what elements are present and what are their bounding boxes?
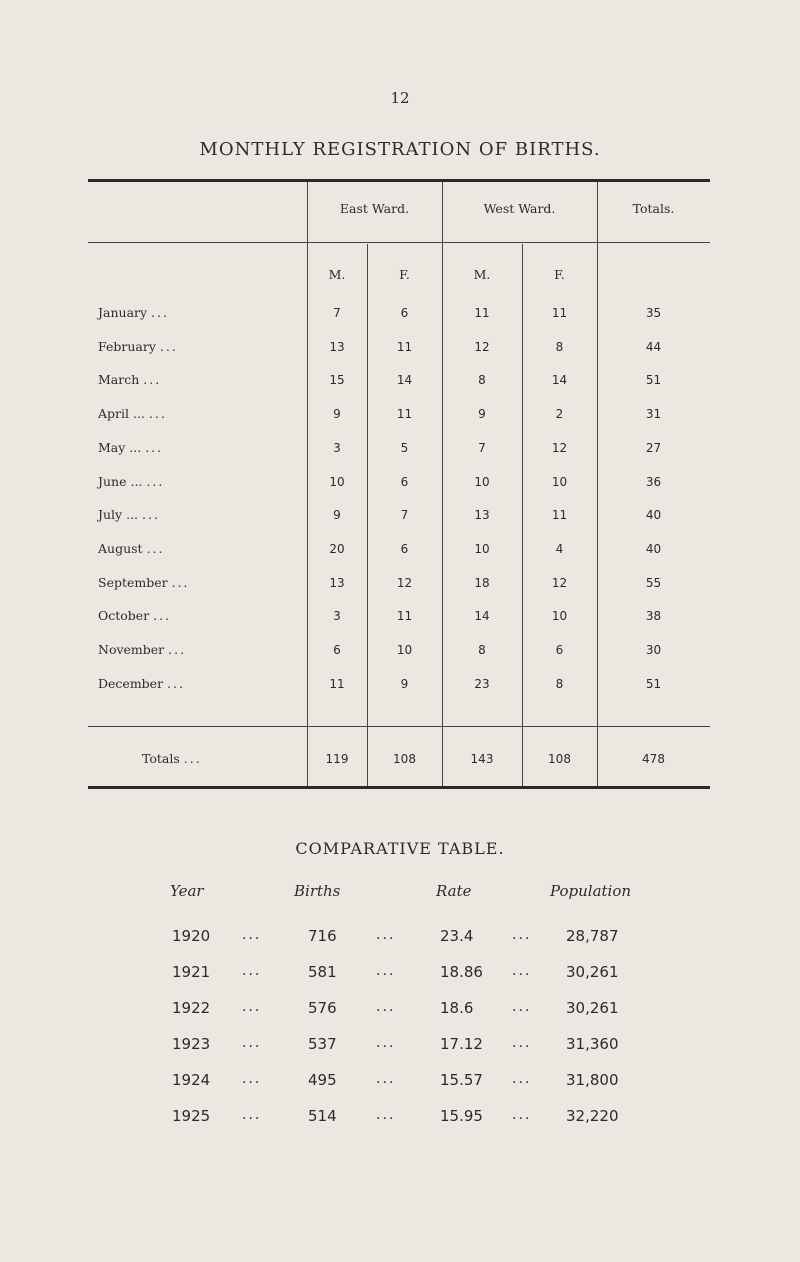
page-title: MONTHLY REGISTRATION OF BIRTHS. (199, 139, 601, 160)
cell-ef: 6 (400, 306, 409, 320)
cell-ef: 7 (400, 508, 409, 522)
leader-dots: ... (376, 1071, 396, 1087)
cell-wm: 14 (474, 609, 490, 623)
comp-year: 1923 (172, 1035, 211, 1053)
cell-em: 6 (333, 643, 341, 657)
cell-em: 10 (329, 475, 345, 489)
row-label: September ... (98, 575, 190, 590)
header-east-f: F. (399, 267, 410, 282)
comp-header-rate: Rate (436, 882, 472, 900)
comp-rate: 18.86 (440, 963, 483, 981)
header-rule (88, 242, 710, 243)
cell-em: 7 (333, 306, 341, 320)
comp-births: 537 (308, 1035, 337, 1053)
cell-wf: 4 (555, 542, 564, 556)
row-label: October ... (98, 608, 172, 623)
leader-dots: ... (512, 963, 532, 979)
cell-total: 55 (645, 576, 662, 590)
cell-wm: 143 (470, 752, 494, 766)
cell-em: 3 (333, 609, 341, 623)
comp-population: 28,787 (566, 927, 619, 945)
cell-em: 9 (333, 508, 341, 522)
cell-wm: 10 (474, 475, 490, 489)
cell-ef: 9 (400, 677, 409, 691)
row-label: December ... (98, 676, 185, 691)
cell-wm: 23 (474, 677, 490, 691)
cell-ef: 11 (396, 609, 413, 623)
comparative-title: COMPARATIVE TABLE. (295, 839, 505, 858)
comp-header-year: Year (170, 882, 204, 900)
cell-wf: 14 (551, 373, 568, 387)
comp-year: 1922 (172, 999, 211, 1017)
comp-population: 30,261 (566, 999, 619, 1017)
leader-dots: ... (512, 1107, 532, 1123)
cell-total: 40 (645, 508, 662, 522)
cell-wf: 12 (551, 576, 568, 590)
row-label: June ... ... (98, 474, 165, 489)
cell-em: 13 (329, 340, 345, 354)
cell-total: 31 (645, 407, 662, 421)
cell-wm: 9 (478, 407, 486, 421)
comp-births: 514 (308, 1107, 337, 1125)
comp-rate: 23.4 (440, 927, 474, 945)
leader-dots: ... (512, 1071, 532, 1087)
comp-year: 1920 (172, 927, 211, 945)
row-label: November ... (98, 642, 187, 657)
table-top-rule (88, 179, 710, 182)
leader-dots: ... (242, 963, 262, 979)
cell-total: 40 (645, 542, 662, 556)
header-west-m: M. (473, 267, 491, 282)
cell-ef: 10 (396, 643, 413, 657)
cell-wm: 13 (474, 508, 490, 522)
row-label: May ... ... (98, 440, 164, 455)
cell-wm: 18 (474, 576, 490, 590)
leader-dots: ... (376, 1107, 396, 1123)
cell-wm: 8 (478, 373, 486, 387)
cell-em: 13 (329, 576, 345, 590)
comp-year: 1924 (172, 1071, 211, 1089)
leader-dots: ... (512, 927, 532, 943)
totals-rule (88, 726, 710, 727)
cell-ef: 6 (400, 475, 409, 489)
cell-wm: 8 (478, 643, 486, 657)
cell-total: 478 (642, 752, 665, 766)
leader-dots: ... (242, 1035, 262, 1051)
cell-total: 35 (645, 306, 662, 320)
cell-total: 51 (645, 677, 662, 691)
cell-total: 38 (645, 609, 662, 623)
comp-population: 31,800 (566, 1071, 619, 1089)
header-west-f: F. (554, 267, 565, 282)
cell-ef: 12 (396, 576, 413, 590)
comp-population: 32,220 (566, 1107, 619, 1125)
cell-total: 27 (645, 441, 662, 455)
header-west-ward: West Ward. (483, 201, 556, 216)
cell-wf: 10 (551, 475, 568, 489)
comp-year: 1925 (172, 1107, 211, 1125)
leader-dots: ... (242, 1107, 262, 1123)
comp-header-population: Population (550, 882, 632, 900)
header-totals: Totals. (632, 201, 675, 216)
cell-wf: 2 (555, 407, 564, 421)
header-east-m: M. (328, 267, 346, 282)
comp-year: 1921 (172, 963, 211, 981)
comp-header-births: Births (294, 882, 341, 900)
leader-dots: ... (242, 927, 262, 943)
comp-births: 716 (308, 927, 337, 945)
comp-births: 581 (308, 963, 337, 981)
cell-ef: 11 (396, 407, 413, 421)
cell-em: 15 (329, 373, 345, 387)
leader-dots: ... (242, 999, 262, 1015)
cell-wf: 8 (555, 677, 564, 691)
comp-rate: 15.95 (440, 1107, 483, 1125)
row-label: Totals ... (142, 751, 202, 766)
table-bottom-rule (88, 786, 710, 789)
cell-em: 119 (325, 752, 349, 766)
cell-wf: 10 (551, 609, 568, 623)
cell-em: 20 (329, 542, 345, 556)
row-label: August ... (98, 541, 165, 556)
comp-births: 495 (308, 1071, 337, 1089)
cell-ef: 11 (396, 340, 413, 354)
header-east-ward: East Ward. (339, 201, 410, 216)
row-label: January ... (98, 305, 169, 320)
comp-rate: 17.12 (440, 1035, 483, 1053)
cell-wm: 11 (474, 306, 490, 320)
row-label: April ... ... (98, 406, 167, 421)
cell-ef: 108 (393, 752, 416, 766)
cell-em: 3 (333, 441, 341, 455)
leader-dots: ... (376, 927, 396, 943)
comp-rate: 15.57 (440, 1071, 483, 1089)
leader-dots: ... (376, 963, 396, 979)
cell-wf: 11 (551, 508, 568, 522)
cell-wf: 108 (548, 752, 571, 766)
row-label: February ... (98, 339, 178, 354)
cell-ef: 5 (400, 441, 409, 455)
cell-em: 9 (333, 407, 341, 421)
cell-wm: 12 (474, 340, 490, 354)
cell-ef: 6 (400, 542, 409, 556)
comp-rate: 18.6 (440, 999, 474, 1017)
cell-wf: 6 (555, 643, 564, 657)
comp-births: 576 (308, 999, 337, 1017)
cell-total: 44 (645, 340, 662, 354)
cell-em: 11 (329, 677, 345, 691)
cell-total: 51 (645, 373, 662, 387)
leader-dots: ... (512, 999, 532, 1015)
cell-wf: 12 (551, 441, 568, 455)
cell-ef: 14 (396, 373, 413, 387)
leader-dots: ... (376, 1035, 396, 1051)
row-label: March ... (98, 372, 162, 387)
cell-total: 30 (645, 643, 662, 657)
cell-total: 36 (645, 475, 662, 489)
leader-dots: ... (376, 999, 396, 1015)
page-number: 12 (390, 89, 410, 107)
cell-wf: 11 (551, 306, 568, 320)
comp-population: 31,360 (566, 1035, 619, 1053)
cell-wm: 7 (478, 441, 486, 455)
cell-wm: 10 (474, 542, 490, 556)
row-label: July ... ... (98, 507, 160, 522)
leader-dots: ... (512, 1035, 532, 1051)
comp-population: 30,261 (566, 963, 619, 981)
cell-wf: 8 (555, 340, 564, 354)
leader-dots: ... (242, 1071, 262, 1087)
